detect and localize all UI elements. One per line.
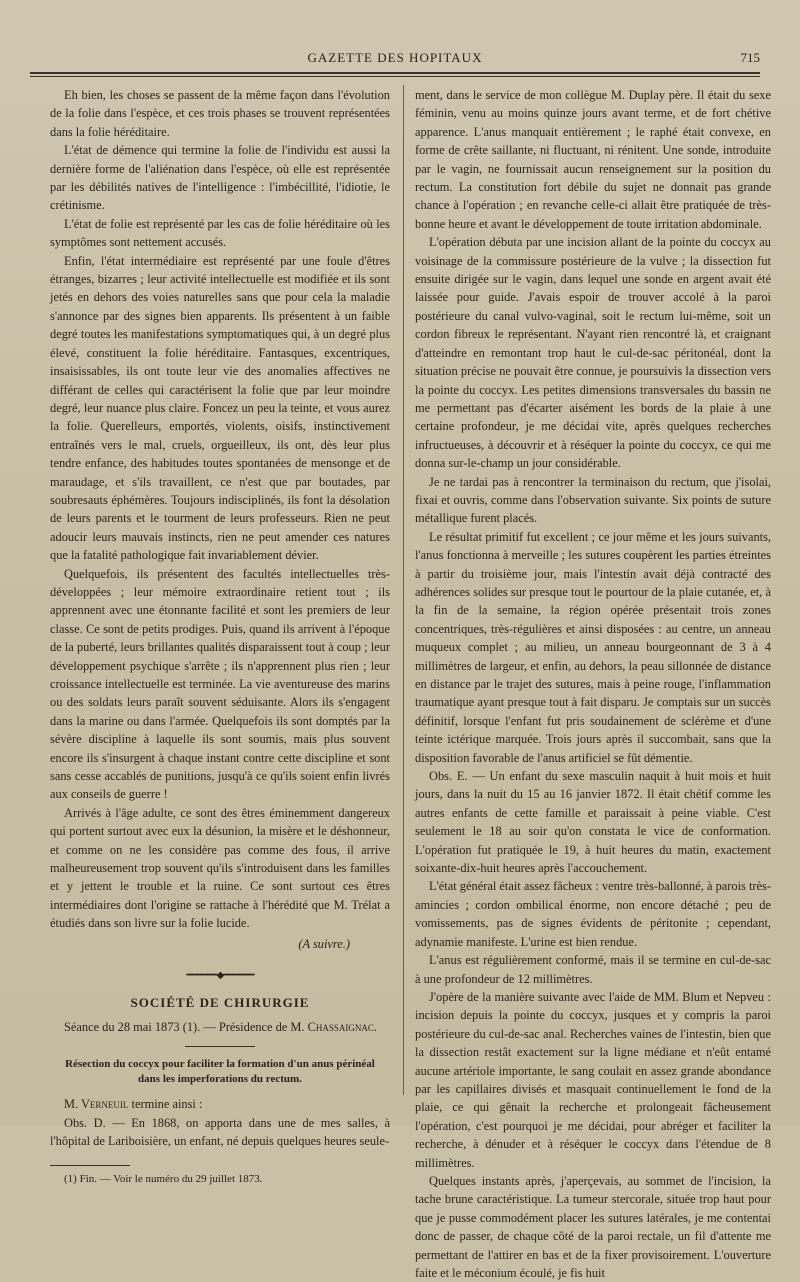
body-paragraph: L'état de démence qui termine la folie de l'individu est aussi la dernière forme de l'aliénation dans l'espèce, où elle est représentée par les débilités natives de l'intelligence : l'imbécillité, l'idiotie, le crétinisme.: [50, 143, 390, 213]
observation-paragraph: Obs. D. — En 1868, on apporta dans une de mes salles, à l'hôpital de Lariboisière, un enfant, né depuis quelques heures seule-: [50, 1115, 390, 1149]
footnote-rule: [50, 1165, 130, 1166]
body-paragraph: Quelques instants après, j'aperçevais, au sommet de l'incision, la tache brune caractéristique. La tumeur stercorale, située trop haut pour que je pusse commodément placer les sutures latérales, je me contentai donc de passer, de chaque côté de la paroi rectale, un fil d'attente me permettant de l'attirer en bas et de la fixer provisoirement. L'ouverture faite et le méconium écoulé, je fis huit: [415, 1173, 771, 1280]
body-paragraph: L'état de folie est représenté par les cas de folie héréditaire où les symptômes sont nettement accusés.: [50, 216, 390, 250]
session-text: Séance du 28 mai 1873 (1). — Présidence de M.: [64, 1019, 308, 1034]
page-header: [30, 50, 760, 72]
footnote: (1) Fin. — Voir le numéro du 29 juillet 1873.: [64, 1172, 263, 1185]
session-line: [50, 1018, 390, 1036]
short-rule: [185, 1046, 255, 1047]
speaker-rest: termine ainsi :: [128, 1097, 203, 1112]
speaker-line: [50, 1095, 390, 1113]
left-column: [50, 86, 390, 1186]
to-be-continued: (A suivre.): [298, 936, 350, 951]
journal-title: GAZETTE DES HOPITAUX: [307, 50, 483, 65]
body-paragraph: L'opération débuta par une incision allant de la pointe du coccyx au voisinage de la commissure postérieure de la vulve ; la dissection fut ensuite dirigée sur le vagin, dans lequel une sonde en argent avait été laissée pour guide. J'avais espoir de trouver accolé à la paroi postérieure du canal vulvo-vaginal, soit le rectum lui-même, soit un cordon fibreux le représentant. N'ayant rien rencontré là, et craignant d'atteindre en remontant trop haut le cul-de-sac péritonéal, dont la situation précise ne pouvait être connue, je poursuivis la dissection vers la pointe du coccyx. Les petites dimensions transversales du bassin ne me permettant pas d'écarter aisément les bords de la plaie à une certaine profondeur, je me décidai vite, après quelques recherches infructueuses, à découvrir et à réséquer la pointe du coccyx, ce qui me donna sur-le-champ un jour considérable.: [415, 235, 771, 471]
page-number: 715: [740, 50, 760, 65]
header-rule-thin: [30, 76, 760, 77]
body-paragraph: Quelquefois, ils présentent des facultés intellectuelles très-développées ; leur mémoire extraordinaire retient tout ; ils apprennent avec une étonnante facilité et sont les premiers de leur classe. Ce sont de petits prodiges. Puis, quand ils arrivent à l'époque de la puberté, leurs brillantes qualités disparaissent tout à coup ; leur développement psychique s'arrête ; ils n'apprennent plus rien ; leur croissance intellectuelle est terminée. La vie aventureuse des marins ou des soldats leurs paraît souvent séduisante. Alors ils s'engagent dans la marine ou dans l'armée. Quelquefois ils sont domptés par la sévère discipline à laquelle ils sont soumis, mais plus souvent encore ils s'insurgent à chaque instant contre cette discipline et sont sans cesse accablés de punitions, jusqu'à ce qu'ils soient enfin livrés aux conseils de guerre !: [50, 566, 390, 802]
body-paragraph: L'anus est régulièrement conformé, mais il se termine en cul-de-sac à une profondeur de 12 millimètres.: [415, 953, 771, 986]
speaker-name: M. Verneuil: [64, 1097, 129, 1112]
body-paragraph: Le résultat primitif fut excellent ; ce jour même et les jours suivants, l'anus fonctionna à merveille ; les sutures coupèrent les parties étreintes à partir du troisième jour, mais l'intestin avait déjà contracté des adhérences solides sur presque tout le pourtour de la plaie cutanée, et, à la fin de la semaine, la région opérée présentait trois zones concentriques, très-régulières et ainsi disposées : au centre, un anneau muqueux complet ; au milieu, un anneau bourgeonnant de 3 à 4 millimètres de largeur, et enfin, au dehors, la peau sillonnée de distance en distance par le trajet des sutures, mais à peine rouge, l'inflammation traumatique ayant presque tout à fait disparu. Je comptais sur un succès définitif, lorsque l'enfant fut pris soudainement de sclérème et d'une teinte ictérique marquée. Trois jours après il succombait, sans que la disposition favorable de l'anus artificiel se fût démentie.: [415, 529, 771, 765]
body-paragraph: Je ne tardai pas à rencontrer la terminaison du rectum, que j'isolai, fixai et ouvris, comme dans l'observation suivante. Six points de suture métallique furent placés.: [415, 474, 771, 526]
body-paragraph: Enfin, l'état intermédiaire est représenté par une foule d'êtres étranges, bizarres ; leur activité intellectuelle est modifiée et ils sont jetés en dehors des voies naturelles sans que pour cela la maladie s'annonce par des signes bien apparents. Ils présentent à un faible degré toutes les manifestations symptomatiques qui, à un degré plus élevé, constituent la folie héréditaire. Fantasques, excentriques, insaisissables, ils ont toute leur vie des anomalies affectives ne différant de celles qui caractérisent la folie que par leur moindre degré, leur nuance plus claire. Foncez un peu la teinte, et vous aurez la folie. Querelleurs, emportés, violents, oisifs, instinctivement entraînés vers le mal, cruels, orgueilleux, ils ont, dès leur plus tendre enfance, des habitudes toutes spontanées de mensonge et de maraudage, et s'ils travaillent, ce n'est que par boutades, par soubresauts éphémères. Toujours indisciplinés, ils font la désolation de leurs parents et le tourment de leurs professeurs. Rien ne peut adoucir leurs mauvais instincts, rien ne peut amender ces natures que la fatalité pathologique fait invariablement dévier.: [50, 253, 390, 563]
column-divider: [403, 85, 404, 1095]
body-paragraph: J'opère de la manière suivante avec l'aide de MM. Blum et Nepveu : incision depuis la pointe du coccyx, jusques et y compris la paroi postérieure du cul-de-sac anal. Recherches vaines de l'intestin, bien que la dissection restât exactement sur la ligne médiane et n'eût entamé aucune artériole importante, le sang coulait en assez grande abondance par les capillaires divisés et masquait continuellement le fond de la plaie, ce qui gênait la recherche et prolongeait fâcheusement l'opération, c'est pourquoi je me décidai, pour abréger et faciliter la recherche, à dénuder et à réséquer le coccyx dans l'étendue de 8 millimètres.: [415, 989, 771, 1170]
body-paragraph: Obs. E. — Un enfant du sexe masculin naquit à huit mois et huit jours, dans la nuit du 15 au 16 janvier 1872. Il était chétif comme les autres enfants de cette famille et paraissait à peine viable. C'est seulement le 18 au soir qu'on constata le vice de conformation. L'opération fut pratiquée le 19, à huit heures du matin, exactement soixante-dix-huit heures après l'accouchement.: [415, 769, 771, 876]
body-paragraph: Arrivés à l'âge adulte, ce sont des êtres éminemment dangereux qui portent surtout avec eux la désunion, la misère et le déshonneur, et comme on ne les considère pas comme des fous, il arrive malheureusement trop souvent qu'ils s'introduisent dans les familles et y jettent le trouble et la ruine. Ce sont surtout ces êtres intermédiaires dont l'origine se rattache à l'hérédité que M. Trélat a étudiés dans son livre sur la folie lucide.: [50, 805, 390, 931]
section-title: SOCIÉTÉ DE CHIRURGIE: [130, 994, 310, 1010]
session-president: Chassaignac.: [307, 1019, 377, 1034]
body-paragraph: Eh bien, les choses se passent de la même façon dans l'évolution de la folie dans l'espèce, et ces trois phases se trouvent représentées dans la folie héréditaire.: [50, 88, 390, 139]
header-rule-thick: [30, 72, 760, 74]
right-column: [415, 86, 771, 1282]
body-paragraph: L'état général était assez fâcheux : ventre très-ballonné, à parois très-amincies ; cordon ombilical énorme, non encore détaché ; peu de vomissements, pas de signes évidents de péritonite ; cependant, adynamie manifeste. L'urine est bien rendue.: [415, 879, 771, 949]
body-paragraph: ment, dans le service de mon collègue M. Duplay père. Il était du sexe féminin, venu au moins quinze jours avant terme, et de fort chétive apparence. L'anus manquait entièrement ; le raphé était convexe, en forme de crête saillante, ni fluctuant, ni rénitent. Une sonde, introduite par le vagin, ne fournissait aucun renseignement sur la position du rectum. La constitution fort débile du sujet ne donnait pas grande chance à l'opération ; en revanche celle-ci allait être pratiquée de très-bonne heure et avant le développement de toute irritation abdominale.: [415, 88, 771, 231]
article-subheading: Résection du coccyx pour faciliter la formation d'un anus périnéal dans les imperforations du rectum.: [65, 1058, 375, 1086]
ornamental-divider: ━━━━━━◆━━━━━━: [186, 970, 254, 982]
